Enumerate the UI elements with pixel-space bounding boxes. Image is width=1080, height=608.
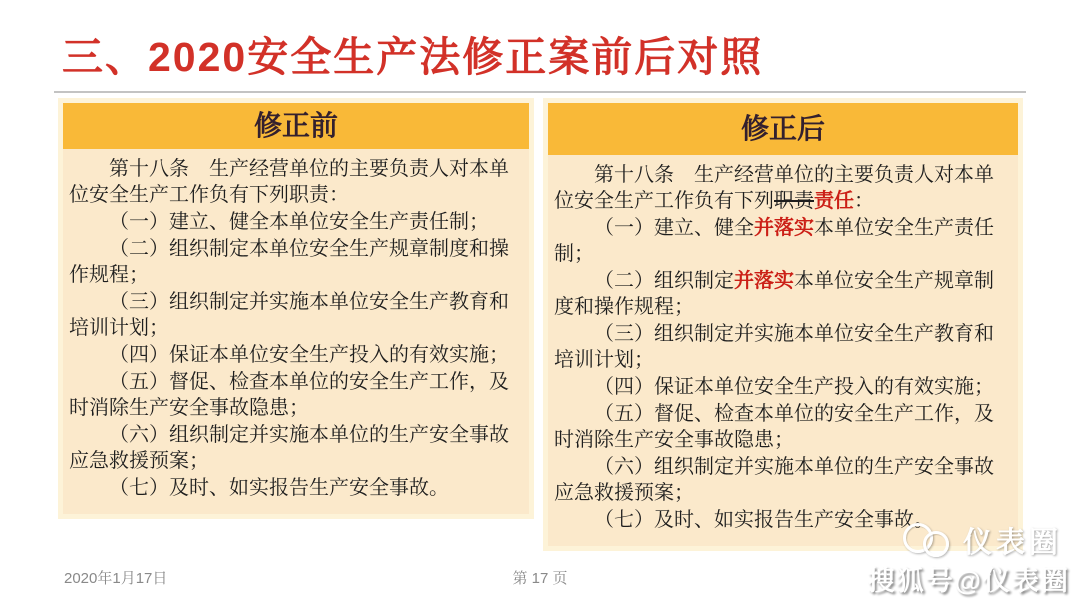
- law-text: （三）组织制定并实施本单位安全生产教育和培训计划；: [554, 323, 994, 371]
- law-paragraph: [554, 215, 1012, 267]
- amendment-removed-text: 职责: [774, 190, 814, 212]
- law-text: 第十八条 生产经营单位的主要负责人对本单位安全生产工作负有下列: [554, 164, 994, 212]
- law-paragraph: [554, 374, 1012, 400]
- law-text: （七）及时、如实报告生产安全事故。: [594, 509, 934, 531]
- before-panel-body: [63, 149, 529, 514]
- after-panel-body: [548, 155, 1018, 546]
- law-paragraph: [69, 209, 523, 235]
- law-paragraph: [69, 156, 523, 208]
- before-amendment-column: [58, 98, 534, 519]
- law-text: （四）保证本单位安全生产投入的有效实施；: [594, 376, 994, 398]
- watermark-logo-text: 仪表圈: [962, 527, 1062, 559]
- after-column-header: 修正后: [548, 103, 1018, 155]
- law-paragraph: [69, 236, 523, 288]
- before-column-header: 修正前: [63, 103, 529, 149]
- law-paragraph: [69, 475, 523, 501]
- law-paragraph: [554, 454, 1012, 506]
- after-amendment-column: [543, 98, 1023, 551]
- law-paragraph: [69, 422, 523, 474]
- law-text: （二）组织制定: [594, 270, 734, 292]
- law-text: （三）组织制定并实施本单位安全生产教育和培训计划；: [69, 291, 509, 339]
- law-text: 第十八条 生产经营单位的主要负责人对本单位安全生产工作负有下列职责：: [69, 158, 509, 206]
- law-text: ：: [854, 190, 874, 212]
- law-text: （七）及时、如实报告生产安全事故。: [109, 477, 449, 499]
- law-paragraph: [69, 342, 523, 368]
- watermark: [867, 520, 1072, 600]
- law-text: （六）组织制定并实施本单位的生产安全事故应急救援预案；: [69, 424, 509, 472]
- law-text: （一）建立、健全: [594, 217, 754, 239]
- law-text: （四）保证本单位安全生产投入的有效实施；: [109, 344, 509, 366]
- law-paragraph: [554, 162, 1012, 214]
- gauge-circle-icon: [923, 531, 949, 557]
- law-text: （五）督促、检查本单位的安全生产工作，及时消除生产安全事故隐患；: [69, 371, 509, 419]
- gauge-circles-icon: [903, 521, 955, 561]
- law-paragraph: [554, 321, 1012, 373]
- amendment-added-text: 并落实: [754, 217, 814, 239]
- law-paragraph: [69, 289, 523, 341]
- law-text: （六）组织制定并实施本单位的生产安全事故应急救援预案；: [554, 456, 994, 504]
- law-text: （二）组织制定本单位安全生产规章制度和操作规程；: [69, 238, 509, 286]
- yibiaoquan-logo: [903, 520, 1062, 561]
- law-paragraph: [554, 401, 1012, 453]
- law-text: （五）督促、检查本单位的安全生产工作，及时消除生产安全事故隐患；: [554, 403, 994, 451]
- page-title: 三、2020安全生产法修正案前后对照: [62, 34, 764, 80]
- law-paragraph: [69, 369, 523, 421]
- title-divider: [54, 91, 1026, 93]
- watermark-caption: 搜狐号@仪表圈: [867, 566, 1070, 596]
- footer-page-number: 第 17 页: [512, 570, 568, 587]
- law-text: 本单位安全生产规章制度和操作规程；: [554, 270, 994, 318]
- amendment-added-text: 责任: [814, 190, 854, 212]
- comparison-table: [58, 98, 1023, 551]
- amendment-added-text: 并落实: [734, 270, 794, 292]
- law-text: （一）建立、健全本单位安全生产责任制；: [109, 211, 489, 233]
- footer-date: 2020年1月17日: [64, 570, 168, 587]
- law-text: 本单位安全生产责任制；: [554, 217, 994, 265]
- law-paragraph: [554, 268, 1012, 320]
